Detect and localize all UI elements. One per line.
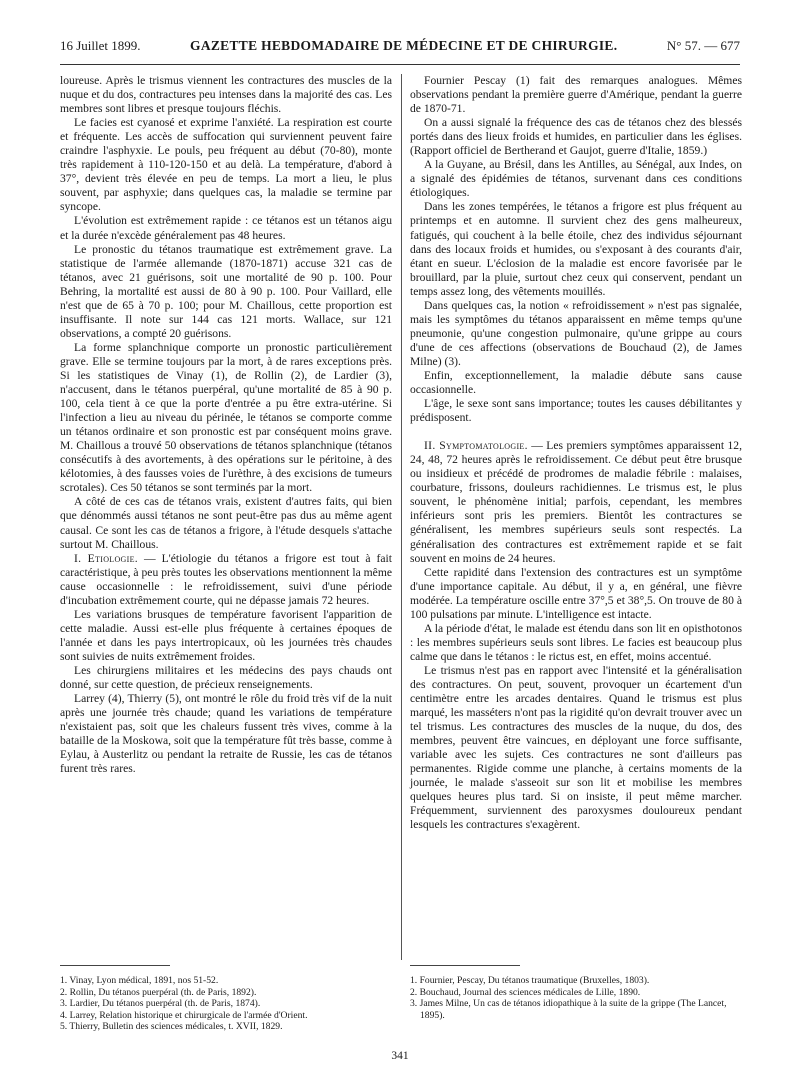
paragraph: loureuse. Après le trismus viennent les contractures des muscles de la nuque et du dos, contractures peu intenses dans la majorité des cas. Les membres sont libres et presque toujours fléchis. bbox=[60, 74, 392, 116]
section-text: — L'étiologie du tétanos a frigore est tout à fait caractéristique, à peu près toutes les observations mentionnent la même cause occasionnelle : le refroidissement, suivi d'une période d'incubation extrêmement courte, qui ne dépasse jamais 72 heures. bbox=[60, 551, 392, 607]
paragraph: Les chirurgiens militaires et les médecins des pays chauds ont donné, sur cette question, de précieux renseignements. bbox=[60, 663, 392, 692]
paragraph: Le trismus n'est pas en rapport avec l'intensité et la généralisation des contractures. On peut, souvent, provoquer un écartement d'un centimètre entre les arcades dentaires. Quand le trismus est plus marqué, les masséters n'ont pas la rigidité qu'on devrait trouver avec un tel trismus. Les contractures des muscles de la nuque, du dos, des membres, peuvent être vaincues, en déployant une force suffisante, variable avec les sujets. Ces contractures ne sont d'ailleurs pas permanentes. Rigide comme une planche, à certains moments de la journée, le malade s'asseoit sur son lit et mobilise les membres quelques heures plus tard. Si on insiste, il peut même marcher. Fréquemment, surviennent des paroxysmes douloureux pendant lesquels les contractures s'exagèrent. bbox=[410, 663, 742, 832]
paragraph: Le facies est cyanosé et exprime l'anxiété. La respiration est courte et fréquente. Les accès de suffocation qui surviennent peuvent faire craindre l'asphyxie. Le pouls, peu fréquent au début (70-80), monte très rapidement à 110-120-150 et au delà. La température, d'abord à 37°, devient très élevée en peu de temps. La mort a lieu, le plus souvent, par asphyxie; dans quelques cas, la maladie se termine par syncope. bbox=[60, 116, 392, 214]
paragraph: A la Guyane, au Brésil, dans les Antilles, au Sénégal, aux Indes, on a signalé des épidémies de tétanos, survenant dans ces conditions étiologiques. bbox=[410, 158, 742, 200]
paragraph: Larrey (4), Thierry (5), ont montré le rôle du froid très vif de la nuit après une journée très chaude; quand les variations de température n'existaient pas, soit que les chaleurs fussent très vives, comme à la bataille de la Moskowa, soit que la température fût très basse, comme à Eylau, à Austerlitz ou pendant la retraite de Russie, les cas de tétanos furent très rares. bbox=[60, 692, 392, 776]
section-heading-symptomatologie: II. Symptomatologie. bbox=[424, 439, 528, 453]
section-heading-etiologie: I. Etiologie. bbox=[74, 551, 138, 565]
footnotes-left bbox=[60, 975, 392, 1033]
page-number: 341 bbox=[391, 1050, 409, 1062]
issue-page-number: N° 57. — 677 bbox=[666, 38, 740, 53]
footnotes-right bbox=[410, 975, 742, 1021]
right-column bbox=[410, 74, 742, 832]
paragraph: A la période d'état, le malade est étendu dans son lit en opisthotonos : les membres supérieurs seuls sont libres. Le facies est beaucoup plus calme que dans le tétanos : le rictus est, en effet, moins accentué. bbox=[410, 621, 742, 663]
section-paragraph-symptomatologie bbox=[410, 439, 742, 565]
paragraph: Dans les zones tempérées, le tétanos a frigore est plus fréquent au printemps et en automne. Il survient chez des gens malheureux, fatigués, qui couchent à la belle étoile, chez des individus séjournant dans des locaux froids et humides, ou s'exposant à des courants d'air, étant en sueur. L'éclosion de la maladie est encore favorisée par le brouillard, par la pluie, surtout chez ceux qui conservent, pendant un temps assez long, des vêtements mouillés. bbox=[410, 200, 742, 298]
paragraph: Le pronostic du tétanos traumatique est extrêmement grave. La statistique de l'armée allemande (1870-1871) accuse 321 cas de tétanos, avec 21 guérisons, soit une mortalité de 90 p. 100. Pour Behring, la mortalité est aussi de 80 à 90 p. 100. Pour Vaillard, elle n'est que de 65 à 70 p. 100; pour M. Chaillous, cette proportion est insuffisante. Il note sur 144 cas 121 morts. Wallace, sur 121 observations, a compté 20 guérisons. bbox=[60, 242, 392, 340]
footnote: 2. Bouchaud, Journal des sciences médicales de Lille, 1890. bbox=[410, 986, 641, 998]
section-paragraph-etiologie bbox=[60, 552, 392, 608]
header-date: 16 Juillet 1899. bbox=[60, 38, 141, 53]
paragraph: Les variations brusques de température favorisent l'apparition de cette maladie. Aussi est-elle plus fréquente à certaines époques de l'année et dans les pays intertropicaux, où les journées très chaudes sont suivies de nuits extrêmement froides. bbox=[60, 607, 392, 663]
paragraph: On a aussi signalé la fréquence des cas de tétanos chez des blessés portés dans des lieux froids et humides, en particulier dans les églises. (Rapport officiel de Bertherand et Gaujot, guerre d'Italie, 1859.) bbox=[410, 116, 742, 158]
section-text: — Les premiers symptômes apparaissent 12, 24, 48, 72 heures après le refroidissement. Ce début peut être brusque ou insidieux et précédé de prodromes de maladie fébrile : malaises, courbature, frissons, douleurs rachidiennes. Le trismus est, le plus souvent, le phénomène initial; parfois, cependant, les membres inférieurs sont pris les premiers. Bientôt les contractures se généralisent, les membres supérieurs seuls sont respectés. La généralisation des contractures est extrêmement rapide et se fait souvent en moins de 24 heures. bbox=[410, 439, 742, 565]
paragraph: Dans quelques cas, la notion « refroidissement » n'est pas signalée, mais les symptômes du tétanos apparaissent en même temps qu'une pneumonie, qu'une congestion pulmonaire, qu'une grippe au cours d'une de ces affections (observations de Bouchaud (2), de James Milne) (3). bbox=[410, 298, 742, 368]
footnote-rule bbox=[60, 965, 170, 966]
footnote-rule bbox=[410, 965, 520, 966]
footnote: 5. Thierry, Bulletin des sciences médicales, t. XVII, 1829. bbox=[60, 1021, 283, 1033]
footnote: 2. Rollin, Du tétanos puerpéral (th. de Paris, 1892). bbox=[60, 986, 257, 998]
paragraph: Fournier Pescay (1) fait des remarques analogues. Mêmes observations pendant la première guerre d'Amérique, pendant la guerre de 1870-71. bbox=[410, 74, 742, 116]
running-header bbox=[60, 38, 740, 62]
footnote: 1. Vinay, Lyon médical, 1891, nos 51-52. bbox=[60, 975, 219, 986]
paragraph: L'âge, le sexe sont sans importance; toutes les causes débilitantes y prédisposent. bbox=[410, 397, 742, 425]
paragraph: Cette rapidité dans l'extension des contractures est un symptôme d'une importance capitale. Au début, il y a, en général, une fièvre modérée. La température oscille entre 37°,5 et 38°,5. On trouve de 80 à 100 pulsations par minute. L'intelligence est intacte. bbox=[410, 565, 742, 621]
journal-title: GAZETTE HEBDOMADAIRE DE MÉDECINE ET DE CHIRURGIE. bbox=[190, 38, 618, 53]
footnote: 3. Lardier, Du tétanos puerpéral (th. de Paris, 1874). bbox=[60, 998, 261, 1010]
header-rule bbox=[60, 64, 740, 65]
footnote: 1. Fournier, Pescay, Du tétanos traumatique (Bruxelles, 1803). bbox=[410, 975, 650, 986]
paragraph: Enfin, exceptionnellement, la maladie débute sans cause occasionnelle. bbox=[410, 368, 742, 397]
footnote: 3. James Milne, Un cas de tétanos idiopathique à la suite de la grippe (The Lancet, 1895). bbox=[410, 998, 727, 1021]
paragraph: La forme splanchnique comporte un pronostic particulièrement grave. Elle se termine toujours par la mort, à de rares exceptions près. Si les statistiques de Vinay (1), de Rollin (2), de Lardier (3), n'accusent, dans le tétanos puerpéral, qu'une mortalité de 85 à 90 p. 100, cela tient à ce que la porte d'entrée a pu être extra-utérine. Si l'infection a lieu au niveau du périnée, le tétanos se comporte comme un tétanos ordinaire et son pronostic est par conséquent moins grave. M. Chaillous a trouvé 50 observations de tétanos splanchnique (tétanos consécutifs à des avortements, à des opérations sur le péritoine, à des kélotomies, à des fausses voies de l'urèthre, à des excisions de tumeurs scrotales). Ces 50 tétanos se sont terminés par la mort. bbox=[60, 340, 392, 495]
footnote: 4. Larrey, Relation historique et chirurgicale de l'armée d'Orient. bbox=[60, 1009, 308, 1021]
column-divider bbox=[401, 74, 402, 960]
paragraph: A côté de ces cas de tétanos vrais, existent d'autres faits, qui bien que dénommés aussi tétanos ne sont peut-être pas dus au même agent causal. Ce sont les cas de tétanos a frigore, à l'étude desquels s'attache surtout M. Chaillous. bbox=[60, 495, 392, 551]
left-column bbox=[60, 74, 392, 776]
paragraph: L'évolution est extrêmement rapide : ce tétanos est un tétanos aigu et la durée n'excède généralement pas 48 heures. bbox=[60, 214, 392, 242]
page-footer bbox=[0, 1050, 800, 1062]
